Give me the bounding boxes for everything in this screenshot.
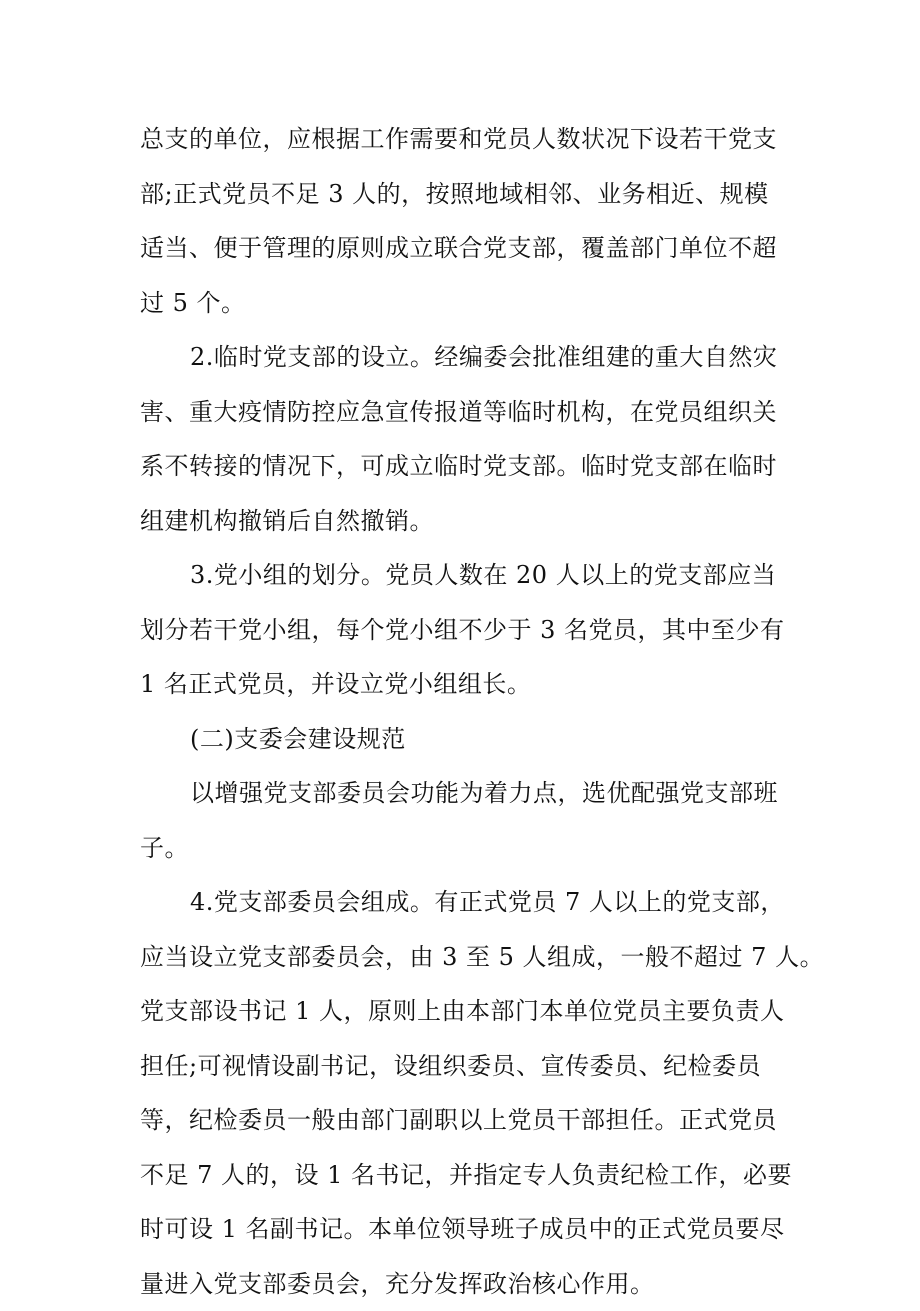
text-line: 害、重大疫情防控应急宣传报道等临时机构，在党员组织关 [140, 385, 790, 440]
text-line: 量进入党支部委员会，充分发挥政治核心作用。 [140, 1257, 790, 1311]
text-line: 子。 [140, 821, 790, 876]
text-line: 部;正式党员不足 3 人的，按照地域相邻、业务相近、规模 [140, 167, 790, 222]
text-line: 划分若干党小组，每个党小组不少于 3 名党员，其中至少有 [140, 603, 790, 658]
text-line: 等，纪检委员一般由部门副职以上党员干部担任。正式党员 [140, 1093, 790, 1148]
text-line: 过 5 个。 [140, 276, 790, 331]
text-line: 党支部设书记 1 人，原则上由本部门本单位党员主要负责人 [140, 984, 790, 1039]
text-line: 适当、便于管理的原则成立联合党支部，覆盖部门单位不超 [140, 221, 790, 276]
text-line: 总支的单位，应根据工作需要和党员人数状况下设若干党支 [140, 112, 790, 167]
text-line: 应当设立党支部委员会，由 3 至 5 人组成，一般不超过 7 人。 [140, 930, 790, 985]
text-line: 4.党支部委员会组成。有正式党员 7 人以上的党支部， [140, 875, 790, 930]
text-line: 时可设 1 名副书记。本单位领导班子成员中的正式党员要尽 [140, 1202, 790, 1257]
text-line: 组建机构撤销后自然撤销。 [140, 494, 790, 549]
text-line: 系不转接的情况下，可成立临时党支部。临时党支部在临时 [140, 439, 790, 494]
text-line: 以增强党支部委员会功能为着力点，选优配强党支部班 [140, 766, 790, 821]
document-body [140, 112, 790, 1311]
text-line: 1 名正式党员，并设立党小组组长。 [140, 657, 790, 712]
text-line: 不足 7 人的，设 1 名书记，并指定专人负责纪检工作，必要 [140, 1148, 790, 1203]
text-line: 担任;可视情设副书记，设组织委员、宣传委员、纪检委员 [140, 1039, 790, 1094]
text-line: 3.党小组的划分。党员人数在 20 人以上的党支部应当 [140, 548, 790, 603]
text-line: 2.临时党支部的设立。经编委会批准组建的重大自然灾 [140, 330, 790, 385]
section-heading: (二)支委会建设规范 [140, 712, 790, 767]
